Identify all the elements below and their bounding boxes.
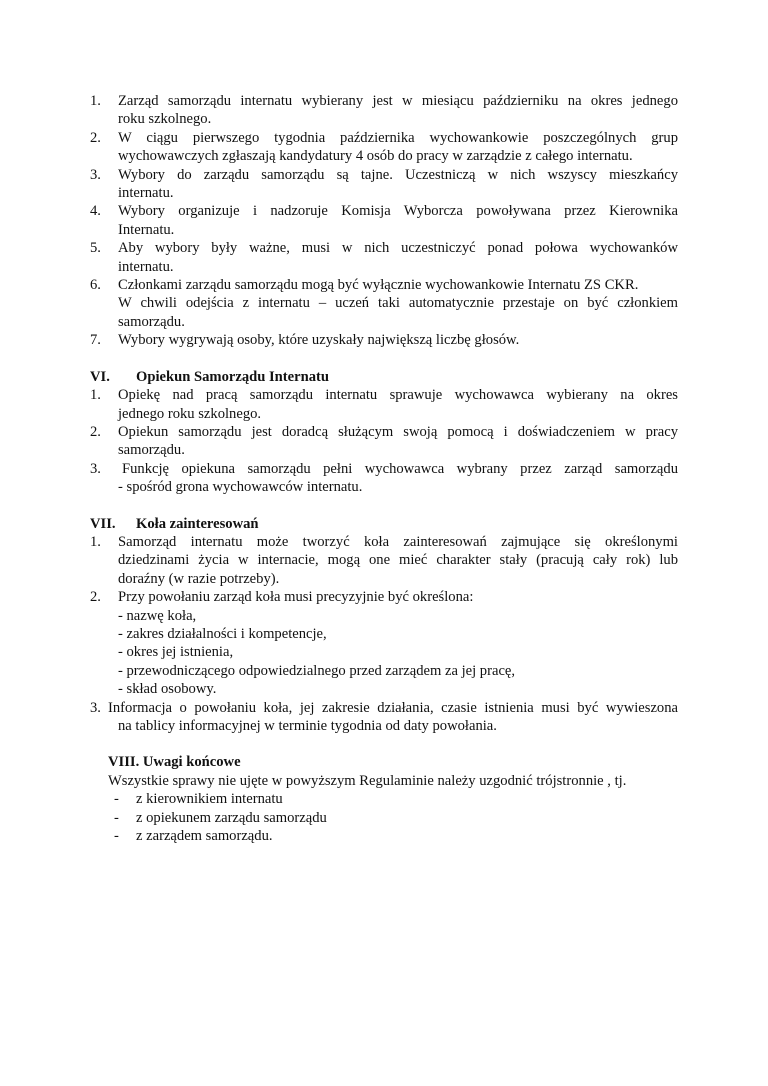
list-number: 1.: [90, 93, 101, 109]
list-number: 2.: [90, 129, 101, 146]
list-item: [108, 809, 678, 827]
list-line: Samorząd internatu może tworzyć koła zainteresowań zajmujące się określonymi: [118, 533, 678, 550]
section-viii: [90, 753, 678, 845]
list-number: 3.: [90, 460, 101, 477]
section-heading-vi: [90, 368, 678, 386]
list-number: 3.: [90, 166, 101, 183]
section-roman-numeral: VII.: [90, 515, 116, 532]
list-line: roku szkolnego.: [118, 111, 212, 128]
list-line: samorządu.: [118, 313, 185, 330]
dash-marker: -: [114, 791, 119, 808]
list-line: Wybory organizuje i nadzoruje Komisja Wyborcza powoływana przez Kierownika: [118, 203, 678, 220]
list-item: [90, 533, 678, 588]
sub-item: - zakres działalności i kompetencje,: [118, 625, 327, 642]
list-line: internatu.: [118, 185, 174, 202]
list-line: Zarząd samorządu internatu wybierany jest w miesiącu październiku na okres jednego: [118, 93, 678, 109]
list-line: Informacja o powołaniu koła, jej zakresie działania, czasie istnienia musi być wywieszona: [108, 699, 678, 716]
list-number: 3.: [90, 699, 101, 716]
list-line: na tablicy informacyjnej w terminie tygodnia od daty powołania.: [118, 718, 497, 734]
section-vi-list: [90, 386, 678, 496]
list-item: [90, 460, 678, 497]
section-roman-numeral: VI.: [90, 368, 110, 385]
list-line: z zarządem samorządu.: [136, 828, 273, 845]
list-line: Opiekun samorządu jest doradcą służącym swoją pomocą i doświadczeniem w pracy: [118, 423, 678, 440]
section-title: Opiekun Samorządu Internatu: [136, 368, 329, 385]
dash-list: [108, 790, 678, 845]
section-intro: Wszystkie sprawy nie ujęte w powyższym Regulaminie należy uzgodnić trójstronnie , tj.: [108, 772, 627, 789]
list-number: 2.: [90, 589, 101, 606]
list-number: 2.: [90, 423, 101, 440]
sub-item: - okres jej istnienia,: [118, 644, 234, 661]
list-line: Członkami zarządu samorządu mogą być wyłącznie wychowankowie Internatu ZS CKR.: [118, 277, 639, 294]
sub-item: - skład osobowy.: [118, 681, 217, 698]
list-item: [90, 423, 678, 460]
list-item: [90, 239, 678, 276]
list-line: wychowawczych zgłaszają kandydatury 4 osób do pracy w zarządzie z całego internatu.: [118, 148, 633, 165]
election-rules-list: [90, 92, 678, 350]
sub-item: - nazwę koła,: [118, 607, 197, 624]
list-line: Wybory wygrywają osoby, które uzyskały największą liczbę głosów.: [118, 332, 520, 349]
list-line: doraźny (w razie potrzeby).: [118, 570, 280, 587]
list-line: Funkcję opiekuna samorządu pełni wychowawca wybrany przez zarząd samorządu: [122, 460, 678, 477]
list-item: [90, 276, 678, 331]
list-number: 6.: [90, 277, 101, 294]
sub-item: - przewodniczącego odpowiedzialnego przed zarządem za jej pracę,: [118, 662, 516, 679]
list-line: W ciągu pierwszego tygodnia października wychowankowie poszczególnych grup: [118, 129, 678, 146]
list-item: [90, 202, 678, 239]
list-number: 1.: [90, 387, 101, 404]
list-line: W chwili odejścia z internatu – uczeń taki automatycznie przestaje on być członkiem: [118, 295, 678, 312]
list-item: [90, 92, 678, 129]
list-number: 1.: [90, 533, 101, 550]
list-item: [108, 790, 678, 808]
list-line: Opiekę nad pracą samorządu internatu sprawuje wychowawca wybierany na okres: [118, 387, 678, 404]
list-item: [90, 166, 678, 203]
list-line: Internatu.: [118, 221, 175, 238]
list-item: [90, 331, 678, 349]
list-line: z kierownikiem internatu: [136, 791, 283, 808]
list-number: 5.: [90, 240, 101, 257]
list-line: - spośród grona wychowawców internatu.: [118, 479, 363, 496]
section-title: Koła zainteresowań: [136, 515, 259, 532]
list-item: [90, 129, 678, 166]
list-item: [90, 699, 678, 736]
section-heading-viii: VIII. Uwagi końcowe: [108, 754, 241, 771]
section-vii-list: [90, 533, 678, 735]
dash-marker: -: [114, 809, 119, 826]
list-line: z opiekunem zarządu samorządu: [136, 809, 327, 826]
document-content: [90, 92, 678, 845]
list-item: [108, 827, 678, 845]
list-item: [90, 588, 678, 698]
list-item: [90, 386, 678, 423]
list-line: Wybory do zarządu samorządu są tajne. Uczestniczą w nich wszyscy mieszkańcy: [118, 166, 678, 183]
dash-marker: -: [114, 828, 119, 845]
list-line: internatu.: [118, 258, 174, 275]
section-heading-vii: [90, 515, 678, 533]
list-line: samorządu.: [118, 442, 185, 459]
list-line: dziedzinami życia w internacie, mogą one mieć charakter stały (pracują cały rok) lub: [118, 552, 678, 569]
list-line: jednego roku szkolnego.: [118, 405, 262, 422]
list-line: Przy powołaniu zarząd koła musi precyzyjnie być określona:: [118, 589, 474, 606]
list-number: 4.: [90, 203, 101, 220]
list-number: 7.: [90, 332, 101, 349]
list-line: Aby wybory były ważne, musi w nich uczestniczyć ponad połowa wychowanków: [118, 240, 678, 257]
